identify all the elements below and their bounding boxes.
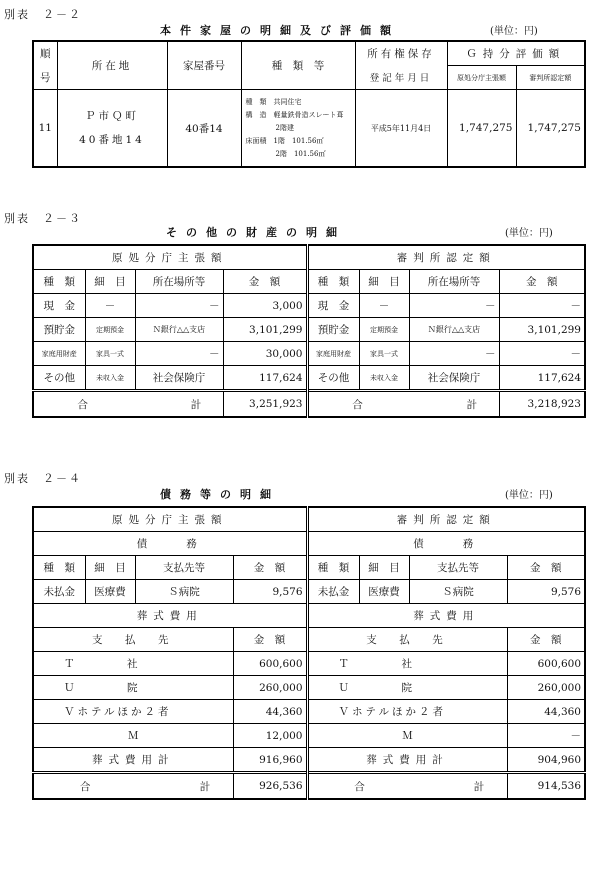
row-kind [241,90,355,168]
total-amount-2: 3,218,923 [499,391,585,418]
table-row [33,700,585,724]
cell-amount: 9,576 [233,580,307,604]
col-payee-2: 支払先等 [409,556,507,580]
section-label-2-3: 別表 ２－３ [4,212,82,225]
table-title-2-3: その他の財産の明細 [166,226,346,239]
total-label-b: 計 [190,398,202,411]
row-house-no: 40番14 [167,90,241,168]
table-row [33,90,585,168]
total-label-a: 合 [77,398,88,411]
cell-kind-2: その他 [307,366,359,391]
cell-amount-2: 117,624 [499,366,585,391]
table-row [33,318,585,342]
cell-payee: Ｕ 院 [33,676,233,700]
cell-payee-2: Ｓ病院 [409,580,507,604]
cell-detail-2: － [359,294,409,318]
cell-payee: Ｓ病院 [135,580,233,604]
row-value-office: 1,747,275 [447,90,516,168]
row-location [57,90,167,168]
cell-payee-2: Ｔ 社 [307,652,507,676]
header-debt: 債 務 [33,532,307,556]
cell-place: － [135,342,223,366]
cell-payee: Ｔ 社 [33,652,233,676]
row-value-tribunal: 1,747,275 [516,90,585,168]
col-amount-funeral-2: 金 額 [507,628,585,652]
cell-place-2: 社会保険庁 [409,366,499,391]
cell-amount-2: － [499,342,585,366]
kind-line-3: 2階建 [275,123,294,132]
cell-detail-2: 定期預金 [359,318,409,342]
cell-amount-2: － [499,294,585,318]
debt-table [32,506,586,800]
table-title-2-2: 本件家屋の明細及び評価額 [160,24,400,37]
cell-amount-2: 9,576 [507,580,585,604]
funeral-total-label: 葬式費用計 [33,748,233,773]
cell-amount-2: － [507,724,585,748]
kind-line-2: 構 造 軽量鉄骨造スレート葺 [245,110,344,119]
cell-place: － [135,294,223,318]
cell-detail: － [85,294,135,318]
cell-place: 社会保険庁 [135,366,223,391]
section-label-2-2: 別表 ２－２ [4,8,82,21]
col-payee-funeral-2: 支 払 先 [307,628,507,652]
total-label-b-2: 計 [473,780,485,793]
header-registration-2: 登記年月日 [355,66,447,90]
col-place: 所在場所等 [135,270,223,294]
header-g-share: Ｇ持分評価額 [447,41,585,66]
header-kind: 種 類 等 [241,41,355,90]
cell-place-2: Ｎ銀行△△支店 [409,318,499,342]
table-row [33,366,585,391]
total-amount-2: 914,536 [507,773,585,800]
cell-place-2: － [409,342,499,366]
cell-place-2: － [409,294,499,318]
col-kind: 種 類 [33,270,85,294]
header-funeral: 葬式費用 [33,604,307,628]
col-amount: 金 額 [233,556,307,580]
header-office-claim: 原処分庁主張額 [33,507,307,532]
cell-amount: 30,000 [223,342,307,366]
kind-line-5: 2階 101.56㎡ [275,149,326,158]
header-tribunal: 審判所認定額 [307,245,585,270]
total-label-a-2: 合 [352,398,363,411]
cell-kind: 未払金 [33,580,85,604]
cell-kind: その他 [33,366,85,391]
funeral-total-amount: 916,960 [233,748,307,773]
cell-amount-2: 260,000 [507,676,585,700]
kind-line-1: 種 類 共同住宅 [245,97,302,106]
cell-payee: Ｖホテルほか２者 [33,700,233,724]
table-row [33,580,585,604]
total-label-2 [307,773,507,800]
cell-detail-2: 未収入金 [359,366,409,391]
col-payee: 支払先等 [135,556,233,580]
table-row [33,294,585,318]
cell-amount: 3,101,299 [223,318,307,342]
cell-detail-2: 医療費 [359,580,409,604]
funeral-total-amount-2: 904,960 [507,748,585,773]
funeral-total-label-2: 葬式費用計 [307,748,507,773]
cell-payee-2: Ｖホテルほか２者 [307,700,507,724]
unit-label-2-4: (単位：円) [505,490,553,501]
location-line-2: 40番地14 [79,134,145,146]
header-sub-tribunal: 審判所認定額 [516,66,585,90]
other-property-table [32,244,586,418]
total-amount: 926,536 [233,773,307,800]
col-payee-funeral: 支 払 先 [33,628,233,652]
cell-amount: 3,000 [223,294,307,318]
section-label-2-4: 別表 ２－４ [4,472,82,485]
unit-label-2-2: (単位：円) [490,26,538,37]
header-house-no: 家屋番号 [167,41,241,90]
col-detail: 細 目 [85,270,135,294]
col-kind: 種 類 [33,556,85,580]
house-detail-table [32,40,586,168]
unit-label-2-3: (単位：円) [505,228,553,239]
funeral-total-row [33,748,585,773]
table-row [33,652,585,676]
cell-payee-2: Ｕ 院 [307,676,507,700]
cell-kind: 預貯金 [33,318,85,342]
total-label [33,391,223,418]
location-line-1: Ｐ市Ｑ町 [85,110,139,122]
header-tribunal: 審判所認定額 [307,507,585,532]
total-row [33,773,585,800]
cell-kind-2: 預貯金 [307,318,359,342]
table-title-2-4: 債務等の明細 [160,488,280,501]
cell-detail-2: 家具一式 [359,342,409,366]
col-place-2: 所在場所等 [409,270,499,294]
cell-amount-2: 44,360 [507,700,585,724]
cell-amount-2: 3,101,299 [499,318,585,342]
total-label [33,773,233,800]
cell-place: Ｎ銀行△△支店 [135,318,223,342]
col-detail: 細 目 [85,556,135,580]
col-amount-2: 金 額 [507,556,585,580]
col-amount-funeral: 金 額 [233,628,307,652]
col-kind-2: 種 類 [307,556,359,580]
header-office-claim: 原処分庁主張額 [33,245,307,270]
table-row [33,676,585,700]
col-detail-2: 細 目 [359,270,409,294]
total-label-b: 計 [199,780,211,793]
cell-kind-2: 未払金 [307,580,359,604]
kind-line-4: 床面積 1階 101.56㎡ [245,136,324,145]
cell-amount: 12,000 [233,724,307,748]
header-funeral-2: 葬式費用 [307,604,585,628]
cell-amount: 260,000 [233,676,307,700]
cell-amount: 117,624 [223,366,307,391]
header-location: 所在地 [57,41,167,90]
total-row [33,391,585,418]
cell-kind: 家庭用財産 [33,342,85,366]
col-detail-2: 細 目 [359,556,409,580]
cell-payee: Ｍ [33,724,233,748]
col-amount: 金 額 [223,270,307,294]
row-no: 11 [33,90,57,168]
total-amount: 3,251,923 [223,391,307,418]
row-registration-date: 平成5年11月4日 [355,90,447,168]
cell-detail: 未収入金 [85,366,135,391]
total-label-a-2: 合 [354,780,365,793]
cell-detail: 定期預金 [85,318,135,342]
header-no-1: 順 [33,41,57,66]
cell-kind: 現 金 [33,294,85,318]
table-row [33,724,585,748]
cell-amount: 600,600 [233,652,307,676]
cell-kind-2: 現 金 [307,294,359,318]
header-debt-2: 債 務 [307,532,585,556]
total-label-a: 合 [79,780,91,793]
cell-kind-2: 家庭用財産 [307,342,359,366]
header-registration-1: 所有権保存 [355,41,447,66]
cell-amount: 44,360 [233,700,307,724]
header-no-2: 号 [33,66,57,90]
table-row [33,342,585,366]
total-label-2 [307,391,499,418]
cell-detail: 家具一式 [85,342,135,366]
header-sub-office: 原処分庁主張額 [447,66,516,90]
total-label-b-2: 計 [466,398,478,411]
cell-detail: 医療費 [85,580,135,604]
cell-payee-2: Ｍ [307,724,507,748]
col-kind-2: 種 類 [307,270,359,294]
col-amount-2: 金 額 [499,270,585,294]
cell-amount-2: 600,600 [507,652,585,676]
